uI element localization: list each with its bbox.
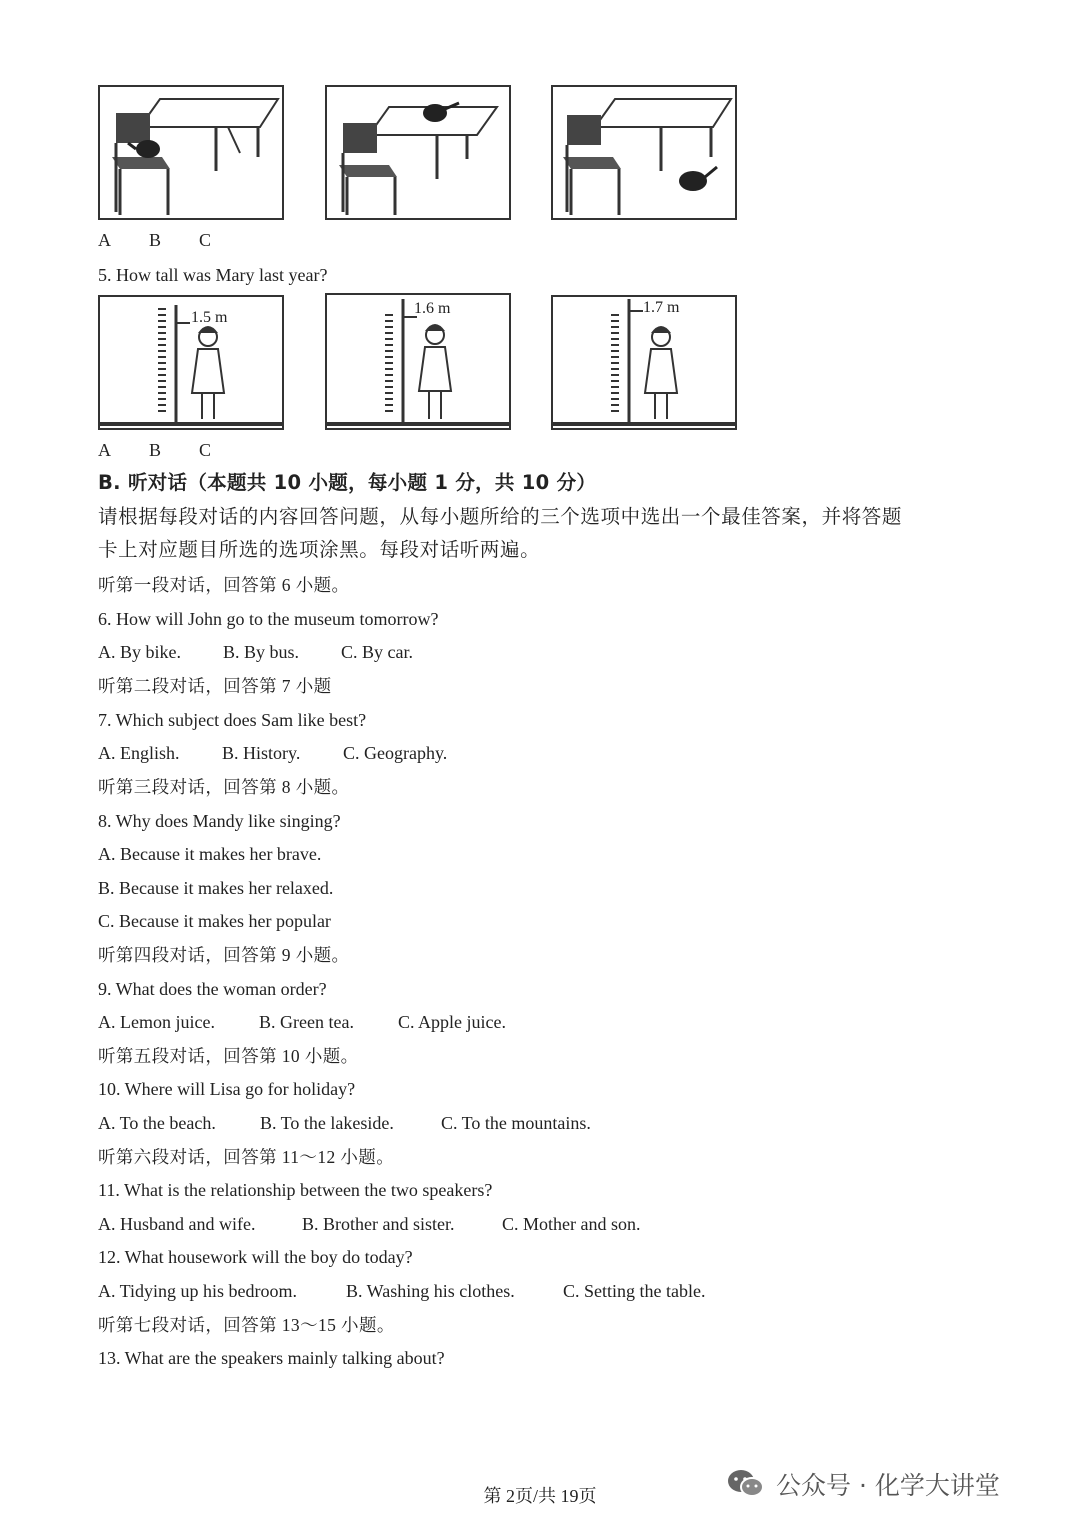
section-b-instruction-2: 卡上对应题目所选的选项涂黑。每段对话听两遍。 xyxy=(98,538,541,561)
label-b: B xyxy=(149,440,162,460)
option-b: B. Brother and sister. xyxy=(302,1214,455,1234)
option-a: A. Lemon juice. xyxy=(98,1012,215,1032)
label-b: B xyxy=(149,230,162,250)
picture-4c-teapot-on-floor xyxy=(551,85,737,220)
question-5: 5. How tall was Mary last year? xyxy=(98,265,328,285)
question-8-option-a: A. Because it makes her brave. xyxy=(98,844,322,864)
question-12-options xyxy=(98,1279,705,1303)
wechat-icon xyxy=(726,1468,766,1500)
dialogue-3-note: 听第三段对话，回答第 8 小题。 xyxy=(98,777,350,797)
dialogue-6-note: 听第六段对话，回答第 11～12 小题。 xyxy=(98,1147,395,1167)
watermark-text: 公众号 · 化学大讲堂 xyxy=(776,1471,1000,1500)
height-label-a: 1.5 m xyxy=(191,309,228,326)
height-label-c: 1.7 m xyxy=(643,299,680,316)
question-9-options xyxy=(98,1010,506,1034)
option-a: A. English. xyxy=(98,743,180,763)
question-13: 13. What are the speakers mainly talking about? xyxy=(98,1348,445,1368)
option-c: C. Setting the table. xyxy=(563,1281,706,1301)
label-c: C xyxy=(199,230,212,250)
picture-4b-teapot-on-table xyxy=(325,85,511,220)
question-10: 10. Where will Lisa go for holiday? xyxy=(98,1079,356,1099)
label-a: A xyxy=(98,230,111,250)
option-a: A. Tidying up his bedroom. xyxy=(98,1281,298,1301)
question-6: 6. How will John go to the museum tomorrow? xyxy=(98,609,439,629)
label-c: C xyxy=(199,440,212,460)
picture-4a-teapot-on-chair xyxy=(98,85,284,220)
dialogue-4-note: 听第四段对话，回答第 9 小题。 xyxy=(98,945,350,965)
option-c: C. To the mountains. xyxy=(441,1113,591,1133)
option-c: C. Apple juice. xyxy=(398,1012,506,1032)
option-a: A. To the beach. xyxy=(98,1113,216,1133)
question-8-option-b: B. Because it makes her relaxed. xyxy=(98,878,334,898)
label-a: A xyxy=(98,440,111,460)
section-b-title: B. 听对话（本题共 10 小题，每小题 1 分，共 10 分） xyxy=(98,471,597,494)
question-12: 12. What housework will the boy do today? xyxy=(98,1247,413,1267)
question-11: 11. What is the relationship between the two speakers? xyxy=(98,1180,493,1200)
page-number: 第 2页/共 19页 xyxy=(483,1486,597,1506)
height-label-b: 1.6 m xyxy=(414,300,451,317)
question-9: 9. What does the woman order? xyxy=(98,979,327,999)
dialogue-5-note: 听第五段对话，回答第 10 小题。 xyxy=(98,1046,359,1066)
question-7: 7. Which subject does Sam like best? xyxy=(98,710,367,730)
option-b: B. Green tea. xyxy=(259,1012,354,1032)
option-b: B. To the lakeside. xyxy=(260,1113,394,1133)
question-7-options xyxy=(98,741,447,765)
option-c: C. Geography. xyxy=(343,743,448,763)
option-c: C. Mother and son. xyxy=(502,1214,641,1234)
watermark xyxy=(726,1466,1000,1502)
question-6-options xyxy=(98,640,413,664)
question-8: 8. Why does Mandy like singing? xyxy=(98,811,341,831)
option-b: B. History. xyxy=(222,743,301,763)
option-a: A. By bike. xyxy=(98,642,181,662)
option-b: B. Washing his clothes. xyxy=(346,1281,515,1301)
dialogue-2-note: 听第二段对话，回答第 7 小题 xyxy=(98,676,332,696)
option-a: A. Husband and wife. xyxy=(98,1214,256,1234)
dialogue-1-note: 听第一段对话，回答第 6 小题。 xyxy=(98,575,350,595)
section-b-instruction-1: 请根据每段对话的内容回答问题，从每小题所给的三个选项中选出一个最佳答案，并将答题 xyxy=(98,505,903,528)
option-c: C. By car. xyxy=(341,642,413,662)
dialogue-7-note: 听第七段对话，回答第 13～15 小题。 xyxy=(98,1315,395,1335)
question-11-options xyxy=(98,1212,641,1236)
question-8-option-c: C. Because it makes her popular xyxy=(98,911,331,931)
question-10-options xyxy=(98,1111,591,1135)
option-b: B. By bus. xyxy=(223,642,300,662)
